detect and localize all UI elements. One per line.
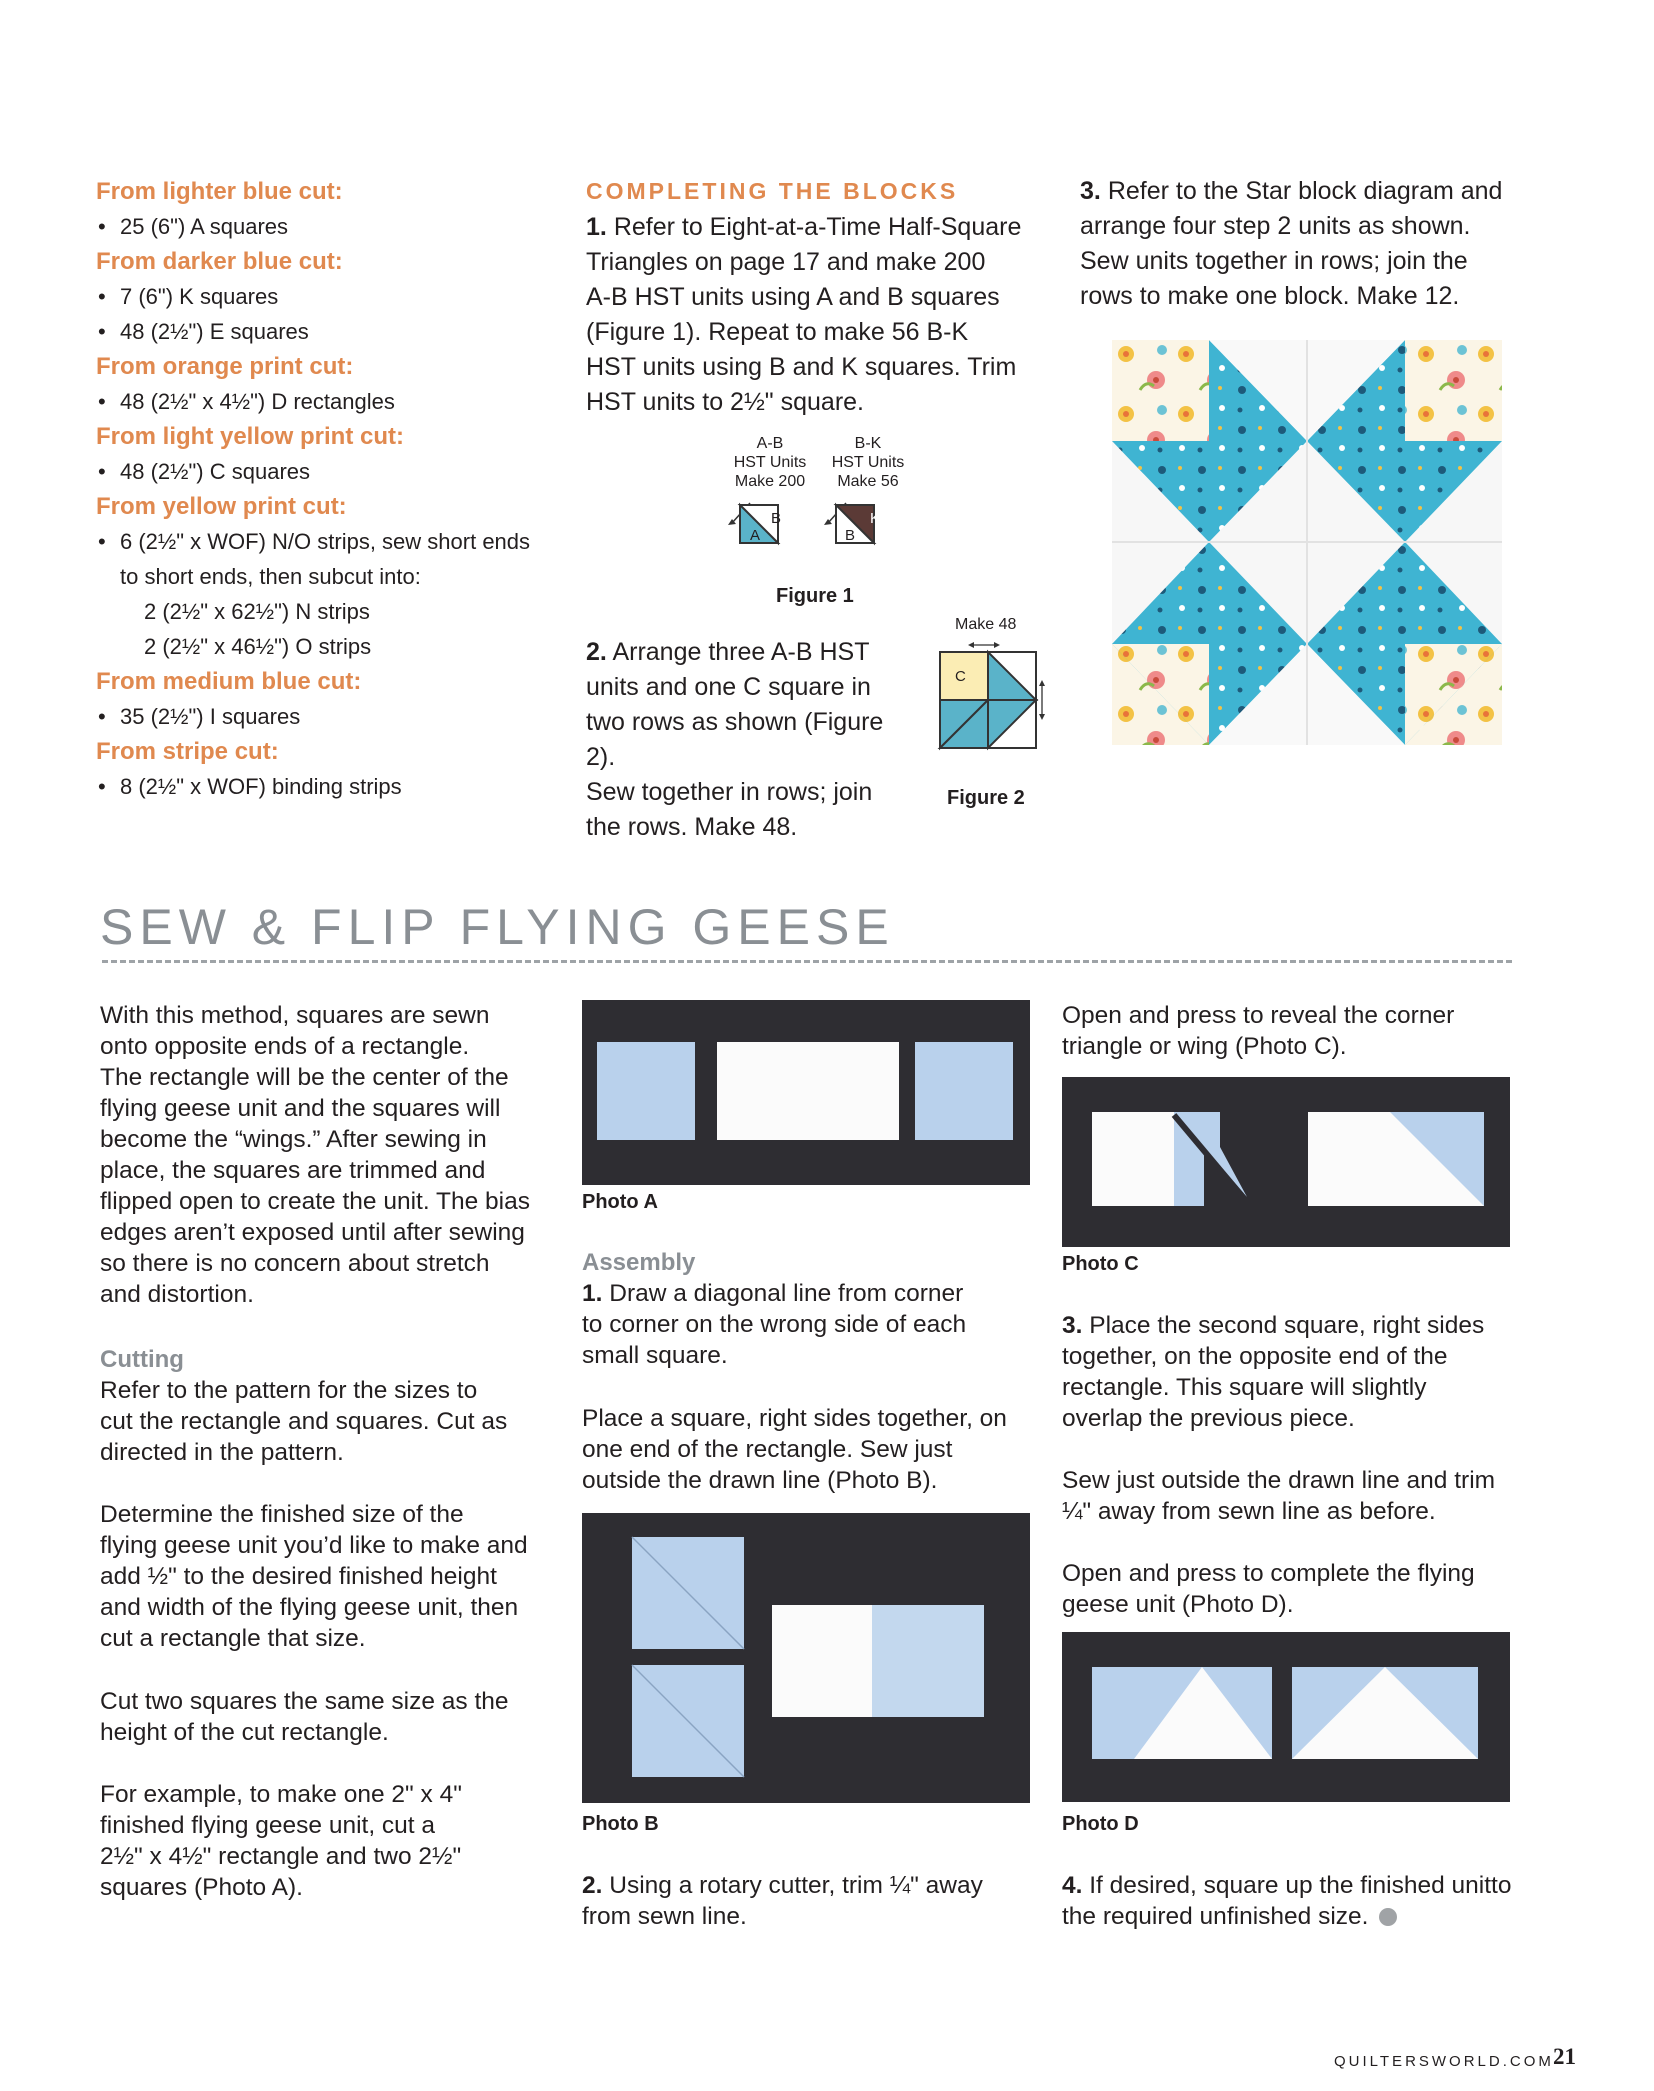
intro-line: flipped open to create the unit. The bias (100, 1188, 530, 1215)
figure1-label-b2: B (845, 527, 856, 544)
a1-line: small square. (582, 1342, 728, 1369)
assembly-step3 (1062, 1310, 1532, 1434)
cutting-line: flying geese unit you’d like to make and (100, 1532, 528, 1559)
assembly-step3c (1062, 1558, 1532, 1620)
page-number: 21 (1553, 2044, 1576, 2069)
step2-line: units and one C square in (586, 673, 871, 701)
photo-b-caption: Photo B (582, 1813, 659, 1835)
cutting-item: to short ends, then subcut into: (120, 564, 421, 589)
intro-line: The rectangle will be the center of the (100, 1064, 509, 1091)
intro-line: and distortion. (100, 1281, 254, 1308)
figure1-unit1-line: Make 200 (734, 473, 806, 490)
cutting-item: • 48 (2½") E squares (96, 314, 556, 349)
intro-line: onto opposite ends of a rectangle. (100, 1033, 470, 1060)
a2-number: 2. (582, 1872, 603, 1899)
intro-line: so there is no concern about stretch (100, 1250, 490, 1277)
a2-lines (582, 1872, 1042, 1932)
figure1-unit2-label (818, 434, 918, 491)
cutting-item: • 25 (6") A squares (96, 209, 556, 244)
figure1-unit2-line: HST Units (831, 454, 905, 471)
c-open-line: Open and press to reveal the corner (1062, 1002, 1455, 1029)
figure1-unit1-line: HST Units (733, 454, 807, 471)
a3-lines (1062, 1312, 1532, 1434)
a1-lines (582, 1280, 1042, 1371)
figure2-caption: Figure 2 (947, 787, 1025, 809)
step1-line: Refer to Eight-at-a-Time Half-Square (613, 213, 1022, 241)
cutting-item: • 7 (6") K squares (96, 279, 556, 314)
step2-line: two rows as shown (Figure 2). (586, 708, 884, 771)
cutting-p2 (100, 1499, 560, 1654)
cutting-item: • 6 (2½" x WOF) N/O strips, sew short ends (96, 524, 556, 559)
photo-d-caption: Photo D (1062, 1813, 1139, 1835)
cutting-item: • 8 (2½" x WOF) binding strips (96, 769, 556, 804)
figure1-unit1-line: A-B (756, 435, 784, 452)
cutting-heading: From stripe cut: (96, 738, 279, 765)
step1-line: (Figure 1). Repeat to make 56 B-K (586, 318, 969, 346)
a1-line: to corner on the wrong side of each (582, 1311, 967, 1338)
photo-a (582, 1000, 1030, 1185)
intro-line: place, the squares are trimmed and (100, 1157, 486, 1184)
cutting-line: Cut two squares the same size as the (100, 1688, 509, 1715)
intro-text (100, 1000, 560, 1310)
a3-line: Place the second square, right sides (1089, 1312, 1485, 1339)
cutting-heading: From light yellow print cut: (96, 423, 404, 450)
step1-line: HST units to 2½" square. (586, 388, 865, 416)
assembly-step1b (582, 1403, 1042, 1496)
step3-lines (1080, 177, 1550, 314)
figure2-diagram (930, 638, 1050, 758)
figure1-label-a: A (750, 527, 761, 544)
star-block-photo (1112, 340, 1502, 745)
cutting-list (96, 174, 556, 804)
a1b-line: outside the drawn line (Photo B). (582, 1467, 938, 1494)
figure1-unit2-line: B-K (854, 435, 882, 452)
cutting-line: and width of the flying geese unit, then (100, 1594, 519, 1621)
cutting-line: cut the rectangle and squares. Cut as (100, 1408, 508, 1435)
cutting-line: squares (Photo A). (100, 1874, 303, 1901)
cutting-line: height of the cut rectangle. (100, 1719, 389, 1746)
figure1-unit1-label (720, 434, 820, 491)
a2-line: from sewn line. (582, 1903, 747, 1930)
cutting-line: add ½" to the desired finished height (100, 1563, 497, 1590)
step1-number: 1. (586, 213, 607, 241)
intro-line: become the “wings.” After sewing in (100, 1126, 487, 1153)
photo-c-caption: Photo C (1062, 1253, 1139, 1275)
section-title: SEW & FLIP FLYING GEESE (100, 899, 895, 955)
a4-lines (1062, 1872, 1511, 1930)
figure1-label-b: B (771, 510, 782, 527)
step1-line: Triangles on page 17 and make 200 (586, 248, 986, 276)
step3-line: arrange four step 2 units as shown. (1080, 212, 1471, 240)
figure1-diagram (720, 495, 920, 595)
cutting-item: • 48 (2½") C squares (96, 454, 556, 489)
step2-lines (586, 638, 916, 845)
cutting-heading: From medium blue cut: (96, 668, 362, 695)
step2-line: the rows. Make 48. (586, 813, 798, 841)
a3-line: rectangle. This square will slightly (1062, 1374, 1427, 1401)
cutting-heading: Cutting (100, 1346, 184, 1373)
step1-line: A-B HST units using A and B squares (586, 283, 1000, 311)
photo-d (1062, 1632, 1510, 1802)
step1-line: HST units using B and K squares. Trim (586, 353, 1017, 381)
step2-number: 2. (586, 638, 607, 666)
cutting-line: Determine the finished size of the (100, 1501, 464, 1528)
cutting-item: • 35 (2½") I squares (96, 699, 556, 734)
cutting-subitem: 2 (2½" x 46½") O strips (144, 634, 372, 659)
step3-number: 3. (1080, 177, 1101, 205)
step2-line: Arrange three A-B HST (612, 638, 870, 666)
a2-line: Using a rotary cutter, trim ¼" away (609, 1872, 983, 1899)
a1b-line: Place a square, right sides together, on (582, 1405, 1007, 1432)
figure1-unit2-line: Make 56 (837, 473, 899, 490)
section-divider (102, 960, 1512, 963)
figure2-make-label: Make 48 (955, 616, 1017, 633)
cutting-line: cut a rectangle that size. (100, 1625, 366, 1652)
cutting-line: finished flying geese unit, cut a (100, 1812, 436, 1839)
a3-line: together, on the opposite end of the (1062, 1343, 1448, 1370)
step2-line: Sew together in rows; join (586, 778, 873, 806)
figure1-label-k: K (870, 510, 881, 527)
cutting-heading: From lighter blue cut: (96, 178, 343, 205)
a3-number: 3. (1062, 1312, 1083, 1339)
photo-c-intro (1062, 1000, 1532, 1062)
step3-line: Refer to the Star block diagram and (1107, 177, 1503, 205)
a4-number: 4. (1062, 1872, 1083, 1899)
a3c-line: geese unit (Photo D). (1062, 1591, 1294, 1618)
intro-line: flying geese unit and the squares will (100, 1095, 501, 1122)
cutting-p1 (100, 1375, 560, 1468)
cutting-heading: From darker blue cut: (96, 248, 343, 275)
photo-b (582, 1513, 1030, 1803)
intro-line: With this method, squares are sewn (100, 1002, 490, 1029)
completing-title: COMPLETING THE BLOCKS (586, 178, 959, 204)
photo-c (1062, 1077, 1510, 1247)
c-open-line: triangle or wing (Photo C). (1062, 1033, 1347, 1060)
cutting-heading: From orange print cut: (96, 353, 354, 380)
a4-line: If desired, square up the finished unit (1089, 1872, 1492, 1899)
step1-lines (586, 213, 1046, 420)
step1-text (586, 210, 1046, 420)
cutting-subitem: 2 (2½" x 62½") N strips (144, 599, 370, 624)
a1b-line: one end of the rectangle. Sew just (582, 1436, 953, 1463)
a3-line: overlap the previous piece. (1062, 1405, 1355, 1432)
intro-line: edges aren’t exposed until after sewing (100, 1219, 525, 1246)
figure2-label-c: C (955, 668, 966, 685)
end-mark-icon (1379, 1908, 1397, 1926)
cutting-item: • 48 (2½" x 4½") D rectangles (96, 384, 556, 419)
cutting-line: directed in the pattern. (100, 1439, 344, 1466)
cutting-line: For example, to make one 2" x 4" (100, 1781, 462, 1808)
assembly-step3b (1062, 1465, 1532, 1527)
a1-line: Draw a diagonal line from corner (609, 1280, 964, 1307)
step3-line: rows to make one block. Make 12. (1080, 282, 1460, 310)
cutting-p4 (100, 1779, 560, 1903)
cutting-heading: From yellow print cut: (96, 493, 347, 520)
assembly-step4 (1062, 1870, 1542, 1932)
a3c-line: Open and press to complete the flying (1062, 1560, 1475, 1587)
assembly-step1 (582, 1278, 1042, 1371)
a3b-line: ¼" away from sewn line as before. (1062, 1498, 1436, 1525)
step3-line: Sew units together in rows; join the (1080, 247, 1468, 275)
a1-number: 1. (582, 1280, 603, 1307)
a4-line: to the required unfinished size. (1062, 1872, 1512, 1930)
cutting-p3 (100, 1686, 560, 1748)
a3b-line: Sew just outside the drawn line and trim (1062, 1467, 1496, 1494)
step3-text (1080, 174, 1550, 314)
photo-a-caption: Photo A (582, 1191, 658, 1213)
cutting-line: 2½" x 4½" rectangle and two 2½" (100, 1843, 462, 1870)
figure1-caption: Figure 1 (776, 585, 854, 607)
assembly-step2 (582, 1870, 1042, 1932)
footer-site: QUILTERSWORLD.COM (1334, 2053, 1554, 2070)
cutting-line: Refer to the pattern for the sizes to (100, 1377, 478, 1404)
step2-text (586, 635, 916, 845)
assembly-heading: Assembly (582, 1249, 696, 1276)
